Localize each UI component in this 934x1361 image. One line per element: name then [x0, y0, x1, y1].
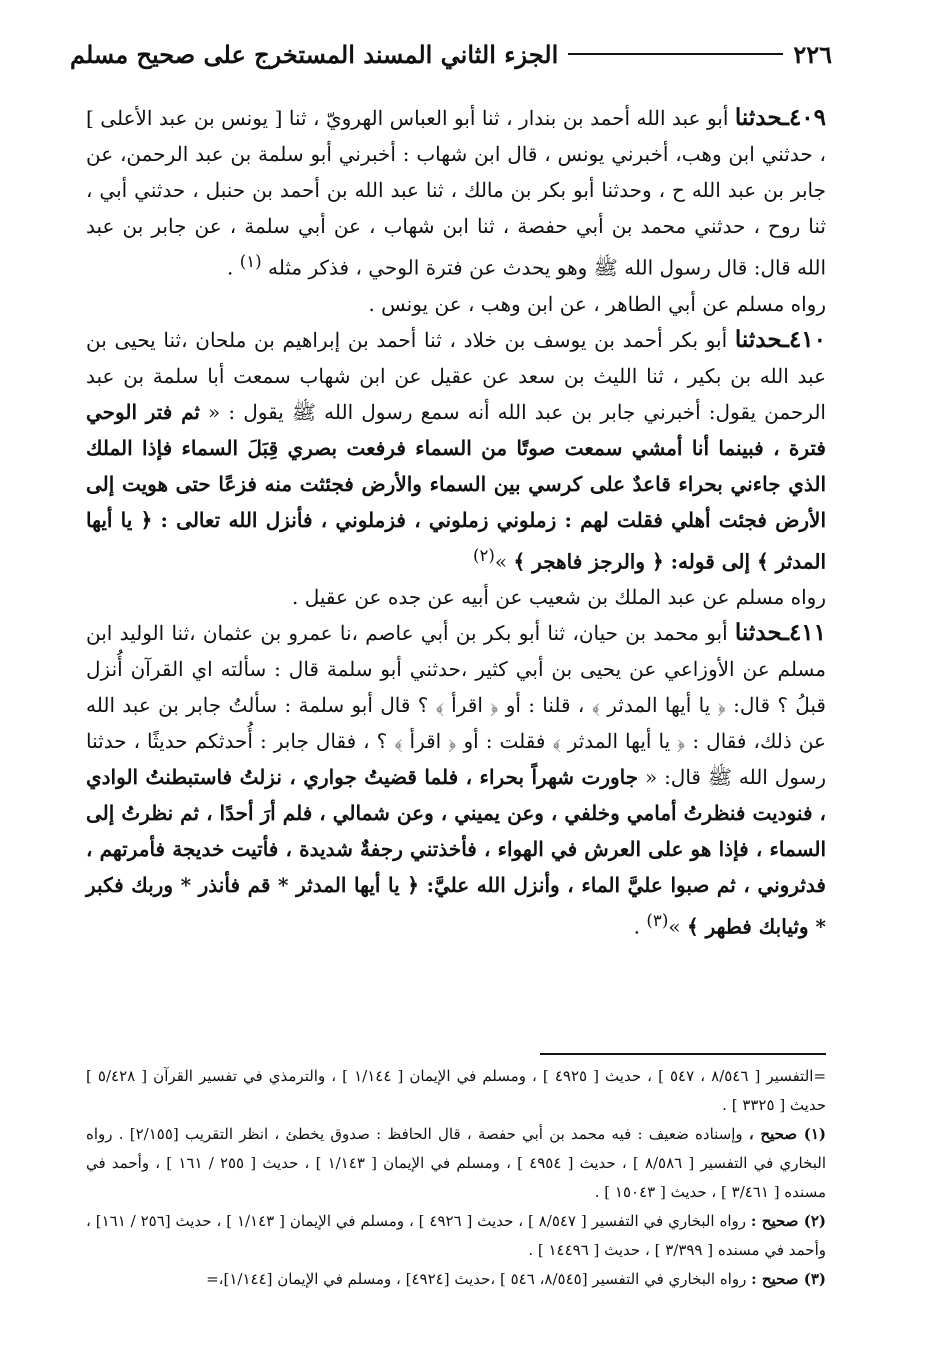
- footnote-2: [86, 1207, 826, 1265]
- hadith-number: ٤١٠ـ: [782, 325, 826, 353]
- hadith-411: [86, 615, 826, 945]
- hadith-409: [86, 100, 826, 322]
- footnote-text: =التفسير [ ٨/٥٤٦ ، ٥٤٧ ] ، حديث [ ٤٩٢٥ ] ، ومسلم في الإيمان [ ١/١٤٤ ] ، والترمذي في تفسير القرآن [ ٥/٤٢٨ ] حديث [ ٣٣٢٥ ] .: [86, 1067, 827, 1114]
- hadith-head: حدثنا: [734, 619, 783, 647]
- hadith-head: حدثنا: [734, 104, 783, 131]
- footnote-ref: (٢): [472, 545, 495, 565]
- narration-line: رواه مسلم عن أبي الطاهر ، عن ابن وهب ، عن يونس .: [368, 291, 826, 316]
- footnote-ref: (٣): [646, 911, 669, 931]
- narration-line: رواه مسلم عن عبد الملك بن شعيب عن أبيه عن جده عن عقيل .: [292, 585, 826, 610]
- footnote-3: [86, 1265, 826, 1294]
- main-text: [86, 100, 826, 945]
- hadith-quote: جاورت شهراً بحراء ، فلما قضيتُ جواري ، نزلتُ فاستبطنتُ الوادي ، فنوديت فنظرتُ أمامي وخلفي ، وعن يميني ، وعن شمالي ، فلم أرَ أحدًا ، ثم نظرتُ إلى السماء ، فإذا هو على العرش في الهواء ، فأخذتني رجفةٌ شديدة ، فأتيت خديجة فأمرتهم ، فدثروني ، ثم صبوا عليَّ الماء ، وأنزل الله عليَّ: ﴿ يا أيها المدثر * قم فأنذر * وربك فكبر * وثيابك فطهر ﴾: [86, 765, 826, 939]
- footnote-text: رواه البخاري في التفسير [ ٨/٥٤٧ ] ، حديث [ ٤٩٢٦ ] ، ومسلم في الإيمان [ ١/١٤٣ ] ، حديث [٢٥٦ / ١٦١] ، وأحمد في مسنده [ ٣/٣٩٩ ] ، حديث [ ١٤٤٩٦ ] .: [86, 1212, 826, 1259]
- header-rule: [568, 53, 783, 55]
- hadith-number: ٤٠٩ـ: [782, 104, 826, 131]
- footnote-label: (٢) صحيح :: [750, 1212, 827, 1230]
- running-title: الجزء الثاني المسند المستخرج على صحيح مسلم: [70, 39, 559, 69]
- footnote-divider: [540, 1053, 826, 1055]
- hadith-end: .: [227, 255, 240, 280]
- footnote-ref: (١): [239, 252, 262, 271]
- footnote-text: وإسناده ضعيف : فيه محمد بن أبي حفصة ، قال الحافظ : صدوق يخطئ ، انظر التقريب [٢/١٥٥] . رواه البخاري في التفسير [ ٨/٥٨٦ ] ، حديث [ ٤٩٥٤ ] ، ومسلم في الإيمان [ ١/١٤٣ ] ، حديث [ ٢٥٥ / ١٦١ ] ، وأحمد في مسنده [ ٣/٤٦١ ] ، حديث [ ١٥٠٤٣ ] .: [86, 1125, 827, 1201]
- quote-close: »: [494, 549, 514, 574]
- footnotes: [86, 1062, 826, 1294]
- hadith-paragraph: [86, 615, 826, 945]
- page-number: ٢٢٦: [793, 39, 832, 69]
- hadith-text: أبو محمد بن حيان، ثنا أبو بكر بن أبي عاصم ،نا عمرو بن عثمان ،ثنا الوليد ابن مسلم عن الأوزاعي عن يحيى بن أبي كثير ،حدثني أبو سلمة قال : سألته اي القرآن أُنزل قبلُ ؟ قال: ﴿ يا أيها المدثر ﴾ ، قلنا : أو ﴿ اقرأ ﴾ ؟ قال أبو سلمة : سألتُ جابر بن عبد الله عن ذلك، فقال : ﴿ يا أيها المدثر ﴾ فقلت : أو ﴿ اقرأ ﴾ ؟ ، فقال جابر : أُحدثكم حديثًا ، حدثنا رسول الله ﷺ قال: «: [86, 621, 826, 790]
- hadith-end: .: [633, 914, 647, 939]
- footnote-label: (١) صحيح ،: [748, 1125, 827, 1143]
- hadith-paragraph: [86, 100, 826, 286]
- hadith-head: حدثنا: [734, 325, 783, 353]
- footnote-continuation: [86, 1062, 826, 1120]
- hadith-paragraph: [86, 322, 826, 580]
- footnote-1: [86, 1120, 826, 1207]
- hadith-number: ٤١١ـ: [782, 619, 826, 647]
- footnote-label: (٣) صحيح :: [751, 1270, 826, 1288]
- page-header: [70, 34, 832, 74]
- hadith-410: [86, 322, 826, 616]
- footnote-text: رواه البخاري في التفسير [٨/٥٤٥، ٥٤٦ ] ،حديث [٤٩٢٤] ، ومسلم في الإيمان [١/١٤٤]،=: [206, 1270, 752, 1288]
- hadith-text: أبو عبد الله أحمد بن بندار ، ثنا أبو العباس الهرويّ ، ثنا [ يونس بن عبد الأعلى ] ، حدثني ابن وهب، أخبرني يونس ، قال ابن شهاب : أخبرني أبو سلمة بن عبد الرحمن، عن جابر بن عبد الله ح ، وحدثنا أبو بكر بن مالك ، ثنا عبد الله بن أحمد بن حنبل ، حدثني أبي ، ثنا روح ، حدثني محمد بن أبي حفصة ، ثنا ابن شهاب ، عن أبي سلمة ، عن جابر بن عبد الله قال: قال رسول الله ﷺ وهو يحدث عن فترة الوحي ، فذكر مثله: [86, 106, 826, 280]
- hadith-text: أبو بكر أحمد بن يوسف بن خلاد ، ثنا أحمد بن إبراهيم بن ملحان ،ثنا يحيى بن عبد الله بن بكير ، ثنا الليث بن سعد عن عقيل عن ابن شهاب سمعت أبا سلمة بن عبد الرحمن يقول: أخبرني جابر بن عبد الله أنه سمع رسول الله ﷺ يقول : «: [86, 327, 826, 424]
- hadith-quote: ثم فتر الوحي فترة ، فبينما أنا أمشي سمعت صوتًا من السماء فرفعت بصري قِبَلَ السماء فإذا الملك الذي جاءني بحراء قاعدٌ على كرسي بين السماء والأرض فجئثت منه فزعًا حتى هويت إلى الأرض فجئت أهلي فقلت لهم : زملوني زملوني ، فزملوني ، فأنزل الله تعالى : ﴿ يا أيها المدثر ﴾ إلى قوله: ﴿ والرجز فاهجر ﴾: [86, 399, 826, 574]
- quote-close: »: [668, 914, 687, 939]
